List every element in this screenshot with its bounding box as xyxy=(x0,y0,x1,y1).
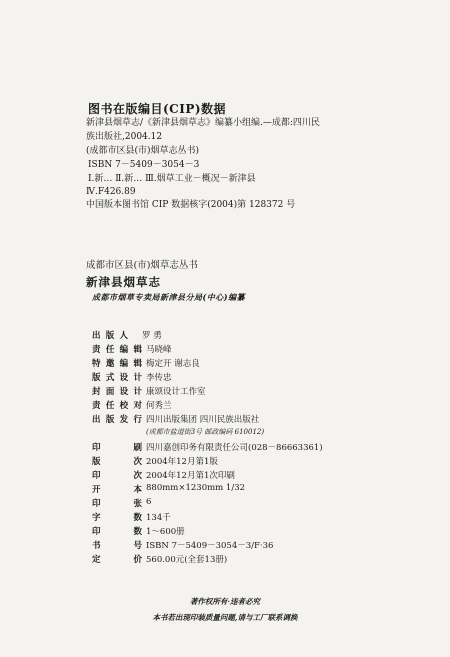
credit-label: 字数 xyxy=(92,513,142,523)
credit-value: 1～600册 xyxy=(146,527,185,537)
cip-line: Ⅳ.F426.89 xyxy=(86,187,136,197)
credit-value: ISBN 7－5409－3054－3/F·36 xyxy=(146,541,274,551)
rights-notice: 著作权所有·违者必究 xyxy=(189,597,261,606)
credit-label: 版次 xyxy=(92,457,142,467)
credit-value: 梅定开 谢志良 xyxy=(146,359,200,369)
book-title: 新津县烟草志 xyxy=(86,275,161,289)
credit-label: 印刷 xyxy=(92,443,142,453)
credit-label: 出版人 xyxy=(92,331,128,341)
credit-value: 6 xyxy=(146,497,152,507)
credit-label: 定价 xyxy=(92,555,142,565)
credit-label: 封面设计 xyxy=(92,387,142,397)
credit-value: 880mm×1230mm 1/32 xyxy=(146,483,246,493)
cip-line: 族出版社,2004.12 xyxy=(86,132,163,142)
credit-value: 四川嘉创印务有限责任公司(028－86663361) xyxy=(146,443,323,453)
credit-value: 马晓峰 xyxy=(146,345,172,355)
print-quality-notice: 本书若出现印装质量问题,请与工厂联系调换 xyxy=(152,613,298,622)
credit-value: 2004年12月第1版 xyxy=(146,457,218,467)
cip-line: ISBN 7－5409－3054－3 xyxy=(88,160,200,170)
publisher-address: (成都市盐道街3号 邮政编码 610012) xyxy=(146,428,265,436)
credit-label: 印张 xyxy=(92,499,142,509)
cip-line: 新津县烟草志/《新津县烟草志》编纂小组编.—成都:四川民 xyxy=(86,118,320,128)
credit-value: 康颂设计工作室 xyxy=(146,387,206,397)
cip-line: 中国版本图书馆 CIP 数据核字(2004)第 128372 号 xyxy=(86,200,296,210)
credit-value: 罗 勇 xyxy=(142,331,162,341)
credit-value: 560.00元(全套13册) xyxy=(146,555,228,565)
cip-line: (成都市区县(市)烟草志丛书) xyxy=(86,146,200,156)
credit-value: 何秀兰 xyxy=(146,401,172,411)
credit-label: 出版发行 xyxy=(92,415,142,425)
credit-value: 2004年12月第1次印刷 xyxy=(146,471,235,481)
series-title: 成都市区县(市)烟草志丛书 xyxy=(86,260,198,271)
credit-value: 四川出版集团 四川民族出版社 xyxy=(146,415,260,425)
credit-label: 版式设计 xyxy=(92,373,142,383)
credit-label: 开本 xyxy=(92,485,142,495)
credit-label: 书号 xyxy=(92,541,142,551)
credit-label: 责任校对 xyxy=(92,401,142,411)
cip-title: 图书在版编目(CIP)数据 xyxy=(88,102,227,116)
credit-value: 李传忠 xyxy=(146,373,172,383)
author-line: 成都市烟草专卖局新津县分局(中心)编纂 xyxy=(92,292,246,302)
credit-label: 印次 xyxy=(92,471,142,481)
credit-label: 印数 xyxy=(92,527,142,537)
cip-line: Ⅰ.新… Ⅱ.新… Ⅲ.烟草工业－概况－新津县 xyxy=(88,174,256,184)
credit-label: 特邀编辑 xyxy=(92,359,142,369)
credit-value: 134千 xyxy=(146,513,171,523)
credit-label: 责任编辑 xyxy=(92,345,142,355)
